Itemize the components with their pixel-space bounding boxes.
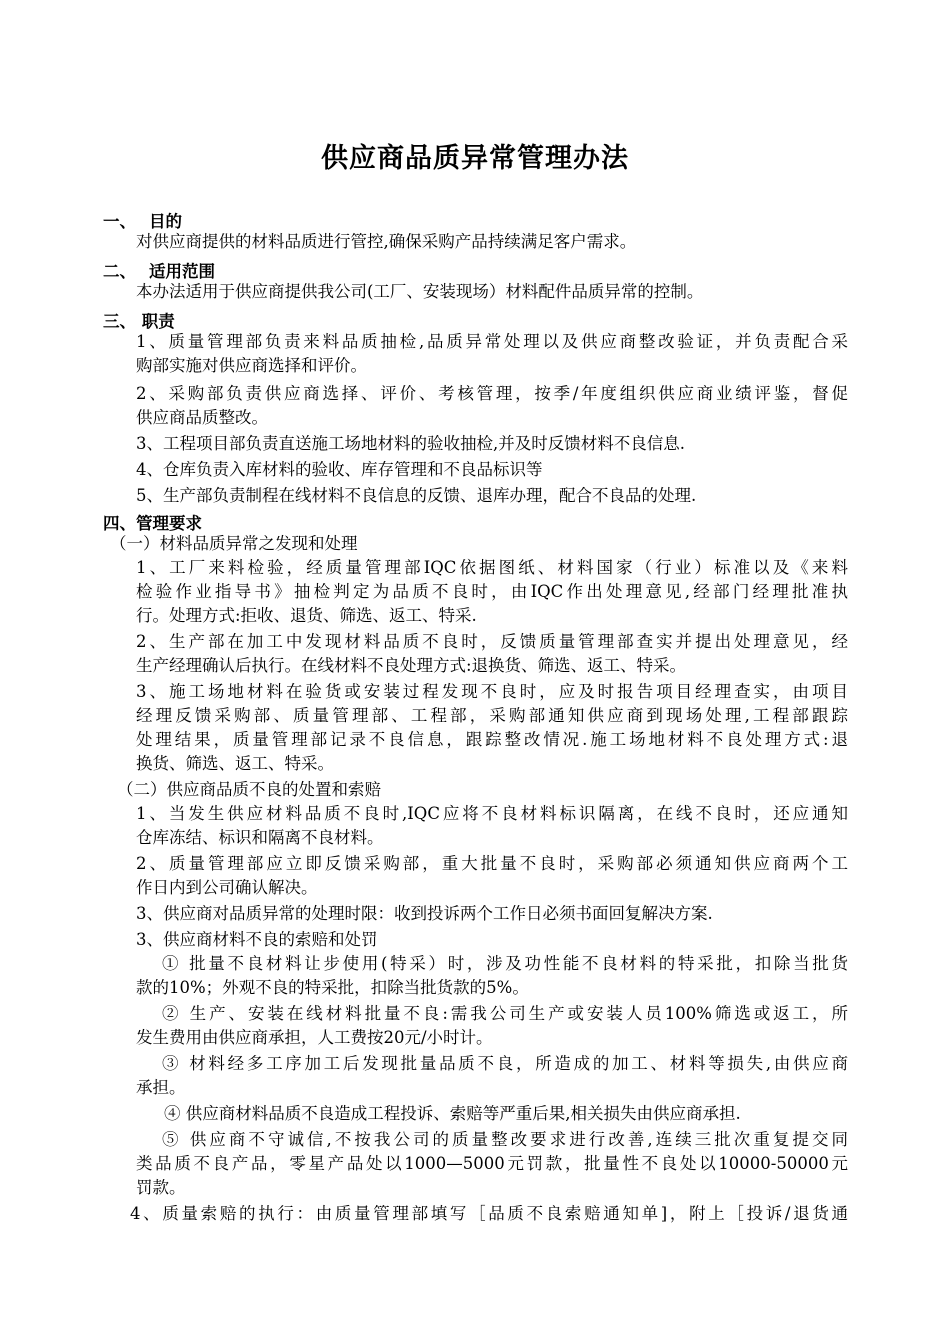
penalty-2-line-1: ② 生产、安装在线材料批量不良:需我公司生产或安装人员100%筛选或返工，所: [162, 1004, 848, 1023]
penalty-5-line-1: ⑤ 供应商不守诚信,不按我公司的质量整改要求进行改善,连续三批次重复提交同: [162, 1130, 848, 1149]
section-3-heading: 三、 职责: [103, 312, 175, 331]
req-b2-line-1: 2、质量管理部应立即反馈采购部，重大批量不良时，采购部必须通知供应商两个工: [136, 854, 848, 873]
req-b1-line-2: 仓库冻结、标识和隔离不良材料。: [136, 828, 384, 847]
subsection-2-title: （二）供应商品质不良的处置和索赔: [117, 780, 381, 799]
duty-3: 3、工程项目部负责直送施工场地材料的验收抽检,并及时反馈材料不良信息.: [136, 434, 685, 453]
section-2-title: 适用范围: [149, 262, 215, 281]
duty-2-line-2: 供应商品质整改。: [136, 408, 268, 427]
penalty-3-line-1: ③ 材料经多工序加工后发现批量品质不良，所造成的加工、材料等损失,由供应商: [162, 1054, 848, 1073]
req-b4: 3、供应商材料不良的索赔和处罚: [136, 930, 378, 949]
req-a3-line-3: 处理结果，质量管理部记录不良信息，跟踪整改情况.施工场地材料不良处理方式:退: [136, 730, 848, 749]
req-a3-line-1: 3、施工场地材料在验货或安装过程发现不良时，应及时报告项目经理查实，由项目: [136, 682, 848, 701]
penalty-4: ④ 供应商材料品质不良造成工程投诉、索赔等严重后果,相关损失由供应商承担.: [164, 1104, 741, 1123]
penalty-5-line-2: 类品质不良产品，零星产品处以1000—5000元罚款，批量性不良处以10000-50000元: [136, 1154, 848, 1173]
penalty-1-line-2: 款的10%；外观不良的特采批，扣除当批货款的5%。: [136, 978, 529, 997]
section-2-text: 本办法适用于供应商提供我公司(工厂、安装现场）材料配件品质异常的控制。: [136, 282, 704, 301]
req-a2-line-2: 生产经理确认后执行。在线材料不良处理方式:退换货、筛选、返工、特采。: [136, 656, 687, 675]
section-4-heading: 四、管理要求: [103, 514, 202, 533]
req-b1-line-1: 1、当发生供应材料品质不良时,IQC应将不良材料标识隔离，在线不良时，还应通知: [136, 804, 848, 823]
section-2-number: 二、: [103, 262, 136, 281]
req-a1-line-2: 检验作业指导书》抽检判定为品质不良时，由IQC作出处理意见,经部门经理批准执: [136, 582, 848, 601]
duty-1-line-1: 1、质量管理部负责来料品质抽检,品质异常处理以及供应商整改验证，并负责配合采: [136, 332, 848, 351]
req-a3-line-4: 换货、筛选、返工、特采。: [136, 754, 334, 773]
section-1-title: 目的: [149, 212, 182, 231]
penalty-3-line-2: 承担。: [136, 1078, 186, 1097]
req-b2-line-2: 作日内到公司确认解决。: [136, 878, 318, 897]
req-a2-line-1: 2、生产部在加工中发现材料品质不良时，反馈质量管理部查实并提出处理意见，经: [136, 632, 848, 651]
penalty-2-line-2: 发生费用由供应商承担，人工费按20元/小时计。: [136, 1028, 493, 1047]
duty-4: 4、仓库负责入库材料的验收、库存管理和不良品标识等: [136, 460, 543, 479]
document-title: 供应商品质异常管理办法: [321, 143, 629, 174]
duty-5: 5、生产部负责制程在线材料不良信息的反馈、退库办理，配合不良品的处理.: [136, 486, 697, 505]
req-d4-line-1: 4、质量索赔的执行：由质量管理部填写［品质不良索赔通知单]，附上［投诉/退货通: [130, 1204, 848, 1223]
duty-2-line-1: 2、采购部负责供应商选择、评价、考核管理，按季/年度组织供应商业绩评鉴，督促: [136, 384, 848, 403]
req-b3: 3、供应商对品质异常的处理时限：收到投诉两个工作日必须书面回复解决方案.: [136, 904, 713, 923]
penalty-5-line-3: 罚款。: [136, 1178, 186, 1197]
section-1-number: 一、: [103, 212, 136, 231]
req-a3-line-2: 经理反馈采购部、质量管理部、工程部，采购部通知供应商到现场处理,工程部跟踪: [136, 706, 848, 725]
duty-1-line-2: 购部实施对供应商选择和评价。: [136, 356, 367, 375]
req-a1-line-1: 1、工厂来料检验，经质量管理部IQC依据图纸、材料国家（行业）标准以及《来料: [136, 558, 848, 577]
section-1-text: 对供应商提供的材料品质进行管控,确保采购产品持续满足客户需求。: [136, 232, 637, 251]
req-a1-line-3: 行。处理方式:拒收、退货、筛选、返工、特采.: [136, 606, 477, 625]
penalty-1-line-1: ① 批量不良材料让步使用(特采）时，涉及功性能不良材料的特采批，扣除当批货: [162, 954, 848, 973]
subsection-1-title: （一）材料品质异常之发现和处理: [110, 534, 358, 553]
